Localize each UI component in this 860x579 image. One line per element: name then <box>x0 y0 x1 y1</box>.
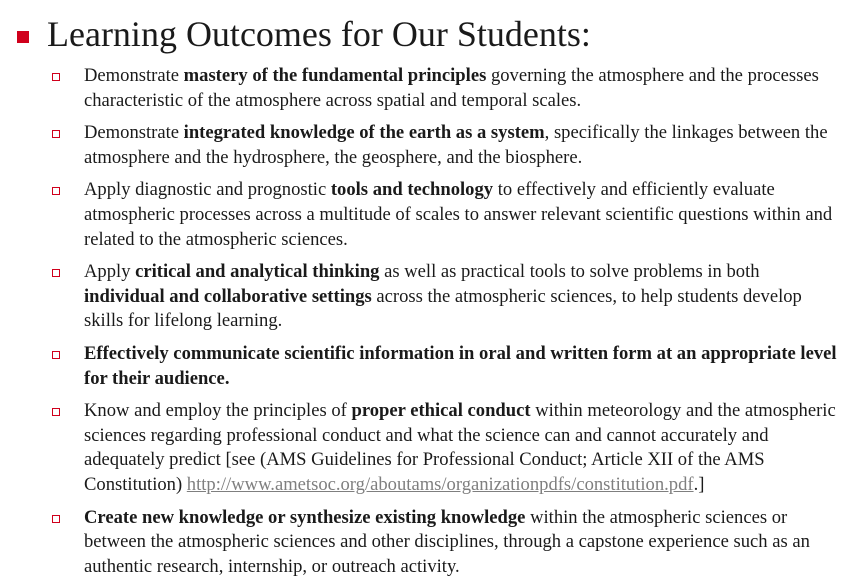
hollow-square-bullet-icon <box>52 73 60 81</box>
outcome-item: Apply diagnostic and prognostic tools and technology to effectively and efficiently evaluate atmospheric processes across a multitude of scales to answer relevant scientific questions within and related to the atmospheric sciences. <box>52 178 844 252</box>
outcome-item: Know and employ the principles of proper ethical conduct within meteorology and the atmospheric sciences regarding professional conduct and what the science can and cannot accurately and adequately predict [see (AMS Guidelines for Professional Conduct; Article XII of the AMS Constitution) http://www.ametsoc.org/aboutams/organizationpdfs/constitution.pdf.] <box>52 399 844 497</box>
slide-title: Learning Outcomes for Our Students: <box>47 14 591 54</box>
outcome-item: Demonstrate mastery of the fundamental principles governing the atmosphere and the processes characteristic of the atmosphere across spatial and temporal scales. <box>52 64 844 113</box>
outcome-item: Apply critical and analytical thinking as well as practical tools to solve problems in both individual and collaborative settings across the atmospheric sciences, to help students develop skills for lifelong learning. <box>52 260 844 334</box>
hollow-square-bullet-icon <box>52 130 60 138</box>
emphasis-text: integrated knowledge of the earth as a system <box>184 122 545 143</box>
emphasis-text: proper ethical conduct <box>352 400 531 421</box>
emphasis-text: Effectively communicate scientific information in oral and written form at an appropriate level for their audience. <box>84 343 837 389</box>
ams-constitution-link[interactable]: http://www.ametsoc.org/aboutams/organizationpdfs/constitution.pdf <box>187 474 694 495</box>
title-row <box>17 14 591 54</box>
outcomes-list <box>52 64 844 579</box>
outcome-item <box>52 342 844 391</box>
emphasis-text: individual and collaborative settings <box>84 286 372 307</box>
hollow-square-bullet-icon <box>52 515 60 523</box>
emphasis-text: tools and technology <box>331 179 493 200</box>
hollow-square-bullet-icon <box>52 269 60 277</box>
emphasis-text: critical and analytical thinking <box>135 261 379 282</box>
hollow-square-bullet-icon <box>52 351 60 359</box>
hollow-square-bullet-icon <box>52 408 60 416</box>
emphasis-text: Create new knowledge or synthesize existing knowledge <box>84 507 525 528</box>
emphasis-text: mastery of the fundamental principles <box>184 65 487 86</box>
square-bullet-icon <box>17 31 29 43</box>
outcome-item: Demonstrate integrated knowledge of the earth as a system, specifically the linkages between the atmosphere and the hydrosphere, the geosphere, and the biosphere. <box>52 121 844 170</box>
outcome-item: Create new knowledge or synthesize existing knowledge within the atmospheric sciences or between the atmospheric sciences and other disciplines, through a capstone experience such as an authentic research, internship, or outreach activity. <box>52 506 844 579</box>
hollow-square-bullet-icon <box>52 187 60 195</box>
